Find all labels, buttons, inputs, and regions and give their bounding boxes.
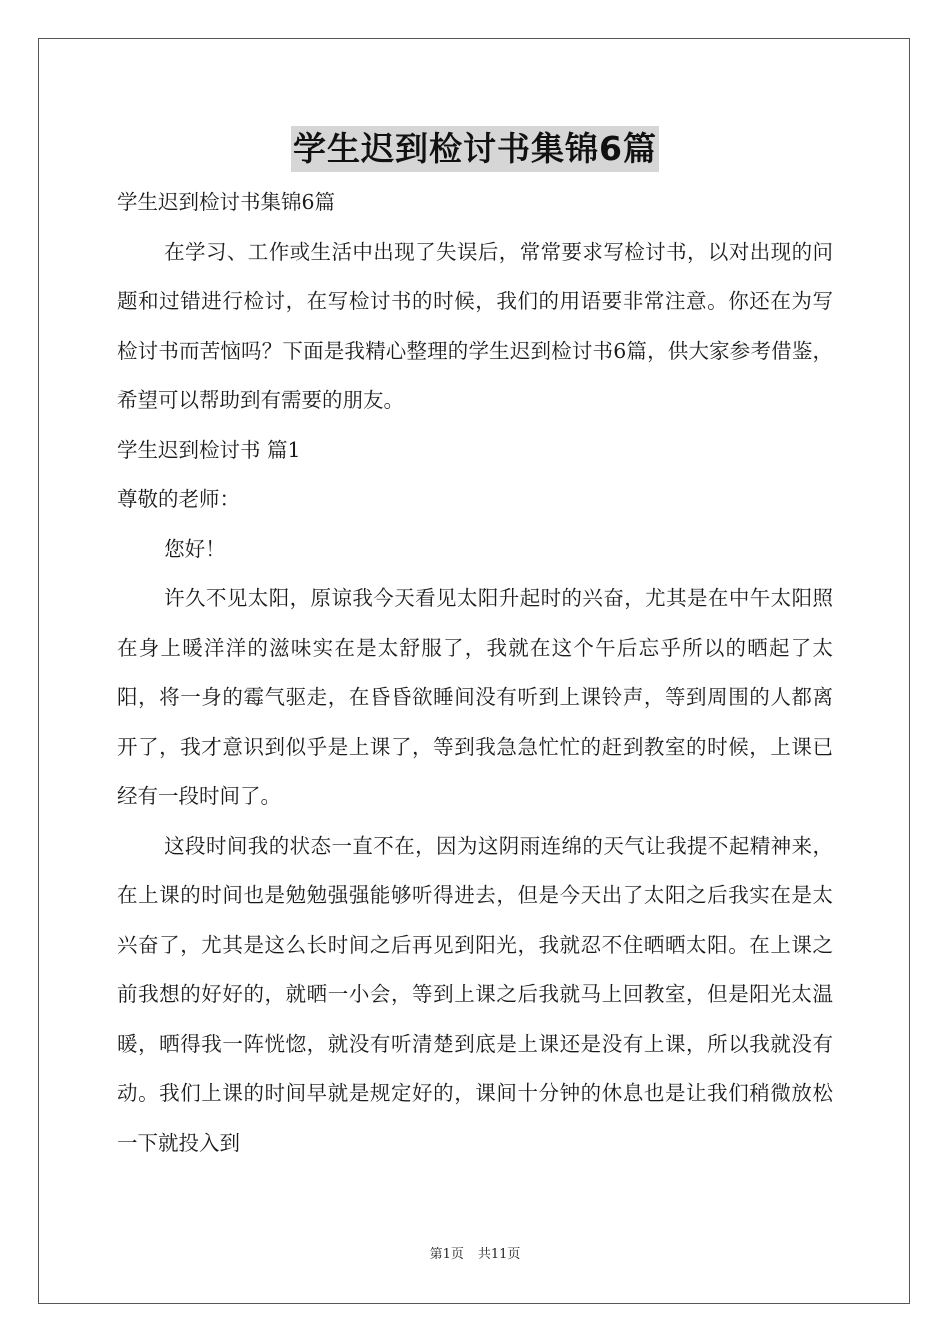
intro-paragraph: 在学习、工作或生活中出现了失误后，常常要求写检讨书，以对出现的问题和过错进行检讨，在写检讨书的时候，我们的用语要非常注意。你还在为写检讨书而苦恼吗？下面是我精心整理的学生迟到检讨书6篇，供大家参考借鉴，希望可以帮助到有需要的朋友。 [117,239,833,412]
subtitle-line: 学生迟到检讨书集锦6篇 [117,190,336,214]
salutation: 尊敬的老师： [117,487,240,511]
page-footer [0,1246,950,1264]
page-total: 共11页 [477,1247,521,1262]
document-title: 学生迟到检讨书集锦6篇 [291,126,659,172]
body-paragraph: 这段时间我的状态一直不在，因为这阴雨连绵的天气让我提不起精神来，在上课的时间也是勉勉强强能够听得进去，但是今天出了太阳之后我实在是太兴奋了，尤其是这么长时间之后再见到阳光，我就忍不住晒晒太阳。在上课之前我想的好好的，就晒一小会，等到上课之后我就马上回教室，但是阳光太温暖，晒得我一阵恍惚，就没有听清楚到底是上课还是没有上课，所以我就没有动。我们上课的时间早就是规定好的，课间十分钟的休息也是让我们稍微放松一下就投入到 [117,833,833,1155]
page-number: 第1页 [429,1247,464,1262]
greeting: 您好！ [164,536,226,561]
document-body [117,178,833,1168]
title-container [0,126,950,172]
body-paragraph: 许久不见太阳，原谅我今天看见太阳升起时的兴奋，尤其是在中午太阳照在身上暖洋洋的滋味实在是太舒服了，我就在这个午后忘乎所以的晒起了太阳，将一身的霉气驱走，在昏昏欲睡间没有听到上课铃声，等到周围的人都离开了，我才意识到似乎是上课了，等到我急急忙忙的赶到教室的时候，上课已经有一段时间了。 [117,586,833,808]
section-heading: 学生迟到检讨书 篇1 [117,437,301,462]
